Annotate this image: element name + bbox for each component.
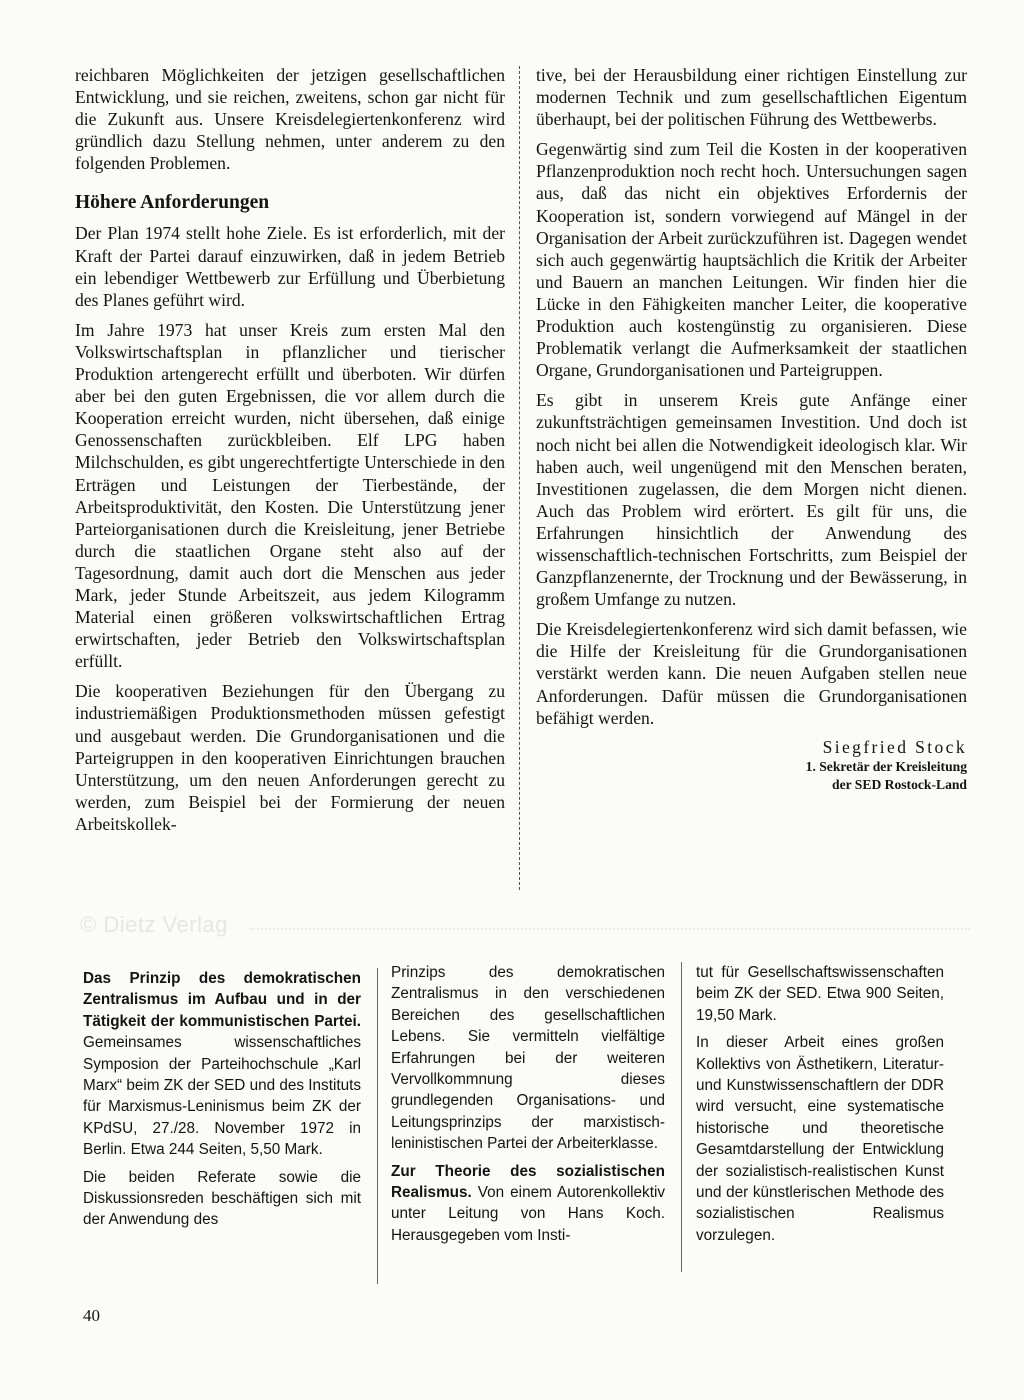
watermark: © Dietz Verlag [80,912,228,937]
column-divider [377,968,378,1284]
paragraph: Die Kreisdelegiertenkonferenz wird sich damit befassen, wie die Hilfe der Kreisleitung für die Grundorganisationen verstärkt werden kann. Die neuen Aufgaben stellen neue Anforderungen. Dafür müssen die Grundorganisationen befähigt werden. [536,619,967,728]
paragraph: tive, bei der Herausbildung einer richtigen Einstellung zur modernen Technik und zum gesellschaftlichen Eigentum überhaupt, bei der politischen Führung des Wettbewerbs. [536,65,967,130]
article-left-column [75,64,505,843]
book-title: Zur Theorie des sozialistischen Realismus. [391,1162,665,1202]
section-heading: Höhere Anforderungen [75,192,270,214]
paragraph: Gegenwärtig sind zum Teil die Kosten in der kooperativen Pflanzenproduktion noch recht hoch. Untersuchungen sagen aus, daß das nicht ein objektives Erfordernis der Kooperation ist, sondern vorwiegend auf Mängel in der Organisation der Arbeit zurückzuführen ist. Dagegen wendet sich auch gegenwärtig hauptsächlich die Kritik der Arbeiter und Bauern an manchen Leitungen. Wir finden hier die Lücke in den Fähigkeiten mancher Leiter, die kooperative Produktion auch kostengünstig zu organisieren. Diese Problematik verlangt die Aufmerksamkeit der staatlichen Organe, Grundorganisationen und Parteigruppen. [536,139,967,381]
column-divider [519,66,521,890]
book-title: Das Prinzip des demokratischen Zentralismus im Aufbau und in der Tätigkeit der kommunistischen Partei. [83,970,361,1030]
paragraph: In dieser Arbeit eines großen Kollektivs von Ästhetikern, Literatur- und Kunstwissenschaftlern der DDR wird versucht, eine systematische historische und theoretische Gesamtdarstellung der Entwicklung der sozialistisch-realistischen Kunst und der künstlerischen Methode des sozialistischen Realismus vorzulegen. [696,1034,944,1244]
paragraph: Die kooperativen Beziehungen für den Übergang zu industriemäßigen Produktionsmethoden müssen gefestigt und ausgebaut werden. Die Grundorganisationen und die Parteigruppen in den kooperativen Einrichtungen brauchen Unterstützung, um den neuen Anforderungen gerecht zu werden, zum Beispiel bei der Formierung der neuen Arbeitskollek- [75,681,505,834]
book-details: Von einem Autorenkollektiv unter Leitung von Hans Koch. Herausgegeben vom Insti- [391,1184,665,1244]
paragraph: Im Jahre 1973 hat unser Kreis zum ersten Mal den Volkswirtschaftsplan in pflanzlicher und tierischer Produktion artengerecht erfüllt und überboten. Wir dürfen aber bei den guten Ergebnissen, die vor allem durch die Kooperation erreicht wurden, nicht übersehen, daß einige Genossenschaften zurückbleiben. Elf LPG haben Milchschulden, es gibt ungerechtfertigte Unterschiede in den Erträgen und Leistungen der Tierbestände, der Arbeitsproduktivität, den Kosten. Die Unterstützung jener Parteiorganisationen durch die Kreisleitung, jener Betriebe durch die staatlichen Organe steht also auf der Tagesordnung, damit auch dort die Menschen aus jeder Mark, jeder Stunde Arbeitszeit, aus jedem Kilogramm Material einen größeren volkswirtschaftlichen Ertrag erwirtschaften, jeder Betrieb den Volkswirtschaftsplan erfüllt. [75,319,505,672]
signature-name: Siegfried Stock [822,736,967,757]
watermark-dotted-line [250,928,970,930]
review-entry [83,968,361,1161]
paragraph: reichbaren Möglichkeiten der jetzigen gesellschaftlichen Entwicklung, und sie reichen, zweitens, schon gar nicht für die Zukunft aus. Unsere Kreisdelegiertenkonferenz wird gründlich dazu Stellung nehmen, unter anderem zu den folgenden Problemen. [75,65,505,174]
signature-title: 1. Sekretär der Kreisleitung [805,758,967,774]
paragraph: Es gibt in unserem Kreis gute Anfänge einer zukunftsträchtigen gemeinsamen Investition. Und doch ist noch nicht bei allen die Notwendigkeit ideologisch klar. Wir haben auch, weil ungenügend mit den Menschen beraten, Investitionen zugelassen, die dem Morgen nicht dienen. Auch das Problem wird erörtert. Es gilt für uns, die Erfahrungen hinsichtlich der Anwendung des wissenschaftlich-technischen Fortschritts, zum Beispiel der Ganzpflanzenernte, der Trocknung und der Bewässerung, in großem Umfange zu nutzen. [536,390,967,610]
review-entry [391,1161,665,1247]
page-number: 40 [83,1306,100,1325]
paragraph: tut für Gesellschaftswissenschaften beim ZK der SED. Etwa 900 Seiten, 19,50 Mark. [696,964,944,1024]
review-column-2 [391,962,665,1252]
review-column-1 [83,968,361,1237]
book-details: Gemeinsames wissenschaftliches Symposion der Parteihochschule „Karl Marx“ beim ZK der SED und des Instituts für Marxismus-Leninismus beim ZK der KPdSU, 27./28. November 1972 in Berlin. Etwa 244 Seiten, 5,50 Mark. [83,1034,361,1159]
article-right-column [536,64,967,794]
signature-organization: der SED Rostock-Land [832,776,967,792]
paragraph: Der Plan 1974 stellt hohe Ziele. Es ist erforderlich, mit der Kraft der Partei darauf einzuwirken, daß in jedem Betrieb ein lebendiger Wettbewerb zur Erfüllung und Überbietung des Planes geführt wird. [75,223,505,310]
paragraph: Die beiden Referate sowie die Diskussionsreden beschäftigen sich mit der Anwendung des [83,1168,361,1229]
paragraph: Prinzips des demokratischen Zentralismus in den verschiedenen Bereichen des gesellschaftlichen Lebens. Sie vermitteln vielfältige Erfahrungen bei der weiteren Vervollkommnung dieses grundlegenden Organisations- und Leitungsprinzips der marxistisch-leninistischen Partei der Arbeiterklasse. [391,964,665,1153]
column-divider [681,962,682,1272]
review-column-3 [696,962,944,1252]
